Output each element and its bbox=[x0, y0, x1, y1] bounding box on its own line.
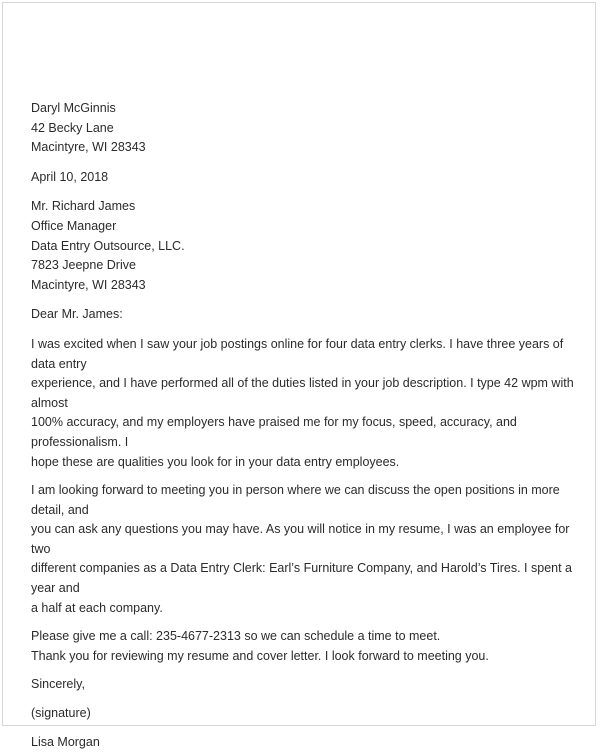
recipient-name: Mr. Richard James bbox=[31, 199, 136, 214]
cover-letter bbox=[31, 99, 576, 752]
salutation-block bbox=[31, 305, 576, 325]
body-line: experience, and I have performed all of the duties listed in your job description. I type 42 wpm with almost bbox=[31, 376, 574, 410]
recipient-title: Office Manager bbox=[31, 218, 117, 233]
salutation: Dear Mr. James: bbox=[31, 307, 123, 322]
closing-block bbox=[31, 675, 576, 695]
signature-placeholder: (signature) bbox=[31, 706, 91, 721]
recipient-address bbox=[31, 197, 576, 295]
body-paragraph-2 bbox=[31, 481, 576, 618]
signer-name: Lisa Morgan bbox=[31, 734, 100, 749]
body-line: 100% accuracy, and my employers have praised me for my focus, speed, accuracy, and professionalism. I bbox=[31, 415, 517, 449]
letter-date: April 10, 2018 bbox=[31, 169, 109, 184]
body-line: I was excited when I saw your job postings online for four data entry clerks. I have three years of data entry bbox=[31, 336, 564, 371]
body-line: you can ask any questions you may have. As you will notice in my resume, I was an employee for two bbox=[31, 522, 570, 556]
letter-date-block bbox=[31, 168, 576, 188]
letter-page bbox=[2, 2, 596, 749]
recipient-company: Data Entry Outsource, LLC. bbox=[31, 238, 185, 253]
closing: Sincerely, bbox=[31, 677, 85, 692]
body-paragraph-3 bbox=[31, 627, 576, 666]
body-line: a half at each company. bbox=[31, 600, 163, 615]
signer-block bbox=[31, 733, 576, 752]
sender-name: Daryl McGinnis bbox=[31, 101, 116, 115]
recipient-city: Macintyre, WI 28343 bbox=[31, 277, 146, 292]
body-line: hope these are qualities you look for in your data entry employees. bbox=[31, 454, 400, 469]
sender-street: 42 Becky Lane bbox=[31, 120, 114, 135]
sender-address bbox=[31, 99, 576, 158]
body-line: I am looking forward to meeting you in person where we can discuss the open positions in more detail, and bbox=[31, 483, 560, 517]
thank-you-line: Thank you for reviewing my resume and cover letter. I look forward to meeting you. bbox=[31, 648, 489, 663]
signature-block bbox=[31, 704, 576, 724]
recipient-street: 7823 Jeepne Drive bbox=[31, 258, 136, 273]
body-line: different companies as a Data Entry Clerk: Earl’s Furniture Company, and Harold’s Tires. I spent a year and bbox=[31, 561, 572, 596]
call-request: Please give me a call: 235-4677-2313 so we can schedule a time to meet. bbox=[31, 629, 441, 644]
sender-city: Macintyre, WI 28343 bbox=[31, 140, 146, 155]
body-paragraph-1 bbox=[31, 335, 576, 472]
